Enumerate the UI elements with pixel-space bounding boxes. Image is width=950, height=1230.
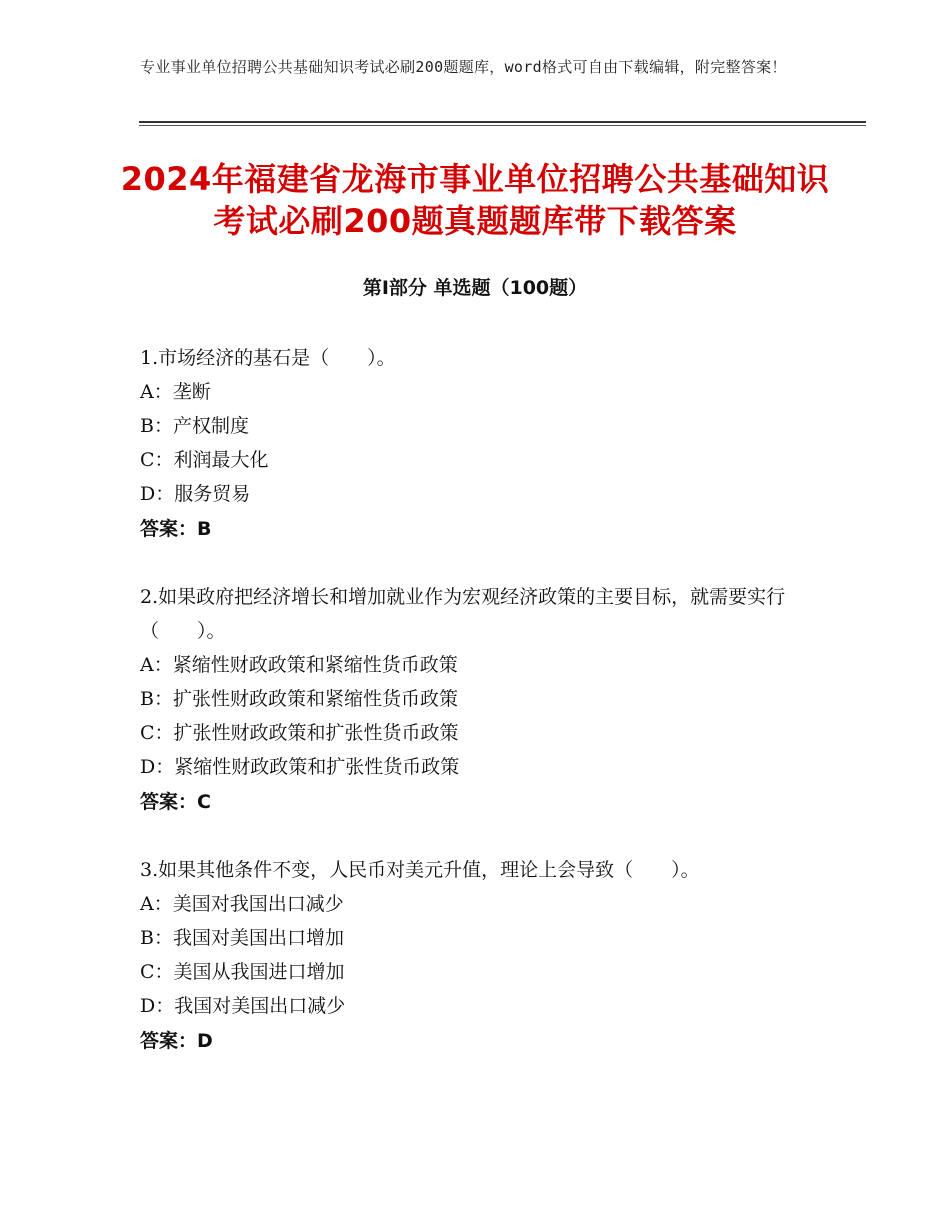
option-a: A：垄断 (140, 381, 211, 403)
question-stem: 2.如果政府把经济增长和增加就业作为宏观经济政策的主要目标，就需要实行（ ）。 (140, 586, 786, 642)
option-d: D：紧缩性财政政策和扩张性货币政策 (140, 756, 460, 778)
header-divider (139, 121, 866, 123)
option-a: A：美国对我国出口减少 (140, 893, 344, 915)
question-stem: 3.如果其他条件不变，人民币对美元升值，理论上会导致（ ）。 (140, 859, 700, 881)
question-3 (140, 853, 820, 1059)
question-2 (140, 580, 820, 820)
option-c: C：扩张性财政政策和扩张性货币政策 (140, 722, 459, 744)
option-c: C：美国从我国进口增加 (140, 961, 345, 983)
answer: 答案：D (140, 1030, 213, 1052)
answer: 答案：C (140, 791, 211, 813)
option-d: D：服务贸易 (140, 483, 251, 505)
option-b: B：产权制度 (140, 415, 249, 437)
answer: 答案：B (140, 518, 212, 540)
option-b: B：我国对美国出口增加 (140, 927, 344, 949)
section-title: 第Ⅰ部分 单选题（100题） (362, 277, 588, 299)
option-c: C：利润最大化 (140, 449, 269, 471)
option-b: B：扩张性财政政策和紧缩性货币政策 (140, 688, 458, 710)
question-stem: 1.市场经济的基石是（ ）。 (140, 347, 396, 369)
document-title: 2024年福建省龙海市事业单位招聘公共基础知识考试必刷200题真题题库带下载答案 (120, 160, 830, 240)
header-note: 专业事业单位招聘公共基础知识考试必刷200题题库，word格式可自由下载编辑，附完整答案！ (140, 58, 787, 76)
option-a: A：紧缩性财政政策和紧缩性货币政策 (140, 654, 458, 676)
header-divider-thin (139, 125, 866, 126)
option-d: D：我国对美国出口减少 (140, 995, 346, 1017)
question-1 (140, 341, 820, 547)
